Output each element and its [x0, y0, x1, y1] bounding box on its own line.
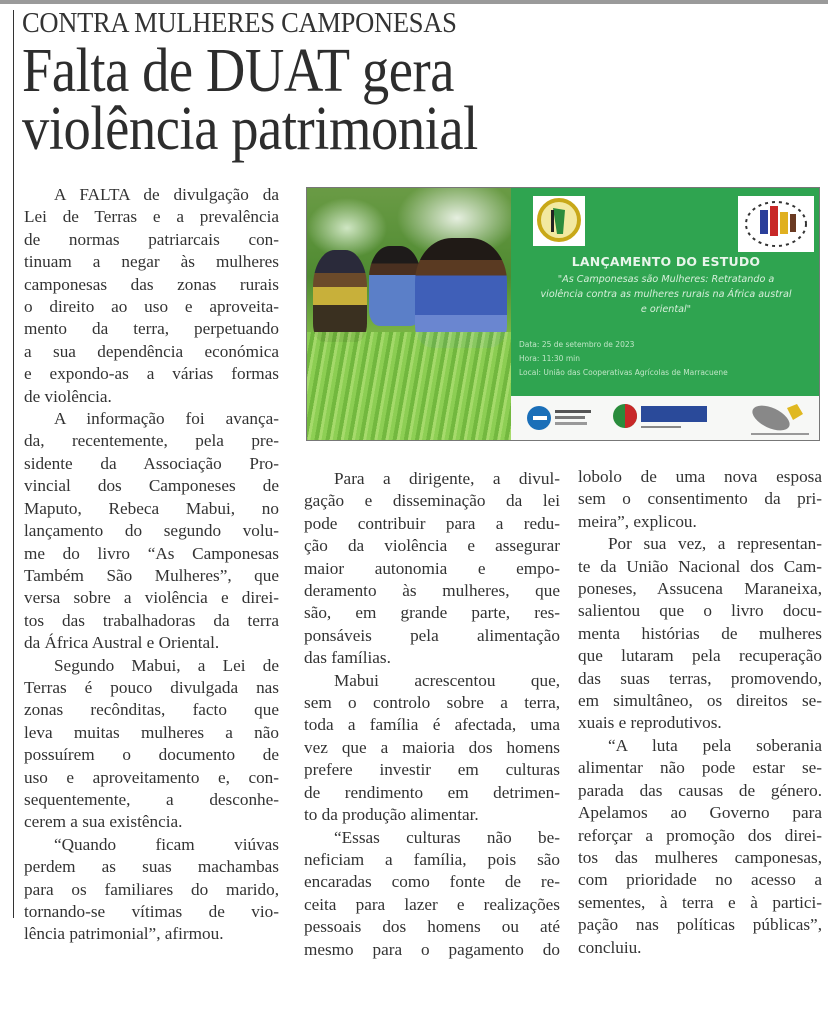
article-text-line: da África Austral e Oriental.	[24, 633, 220, 653]
article-text-line: parada das causas de género.	[578, 780, 822, 800]
sponsor-logos	[511, 396, 820, 441]
article-text-line: zonas recônditas, facto que	[24, 700, 279, 720]
event-time: Hora: 11:30 min	[519, 354, 580, 363]
article-text-line: alimentar não pode estar se-	[578, 758, 822, 778]
article-text-line: o direito ao uso e aproveita-	[24, 297, 279, 317]
banner-event-info	[519, 338, 728, 380]
article-text-line: com prioridade no acesso a	[578, 870, 822, 890]
sponsor-logo	[525, 402, 595, 436]
sponsor-logo	[611, 402, 711, 436]
article-text-line: gação e disseminação da lei	[304, 491, 560, 511]
article-text-line: em simultâneo, os direitos se-	[578, 691, 822, 711]
article-text-line: sementes, à terra e à partici-	[578, 892, 822, 912]
article-text-line: sidente da Associação Pro-	[24, 453, 279, 473]
article-text-line: ceita para lazer e realizações	[304, 894, 560, 914]
article-text-line: toda a família é afectada, uma	[304, 715, 560, 735]
article-text-line: para os familiares do marido,	[24, 879, 279, 899]
article-text-line: e expondo-as a várias formas	[24, 364, 279, 384]
article-text-line: das famílias.	[304, 648, 391, 668]
article-text-line: deramento às mulheres, que	[304, 581, 560, 601]
article-text-line: das suas terras, promovendo,	[578, 668, 822, 688]
article-text-line: “Essas culturas não be-	[334, 827, 560, 847]
article-text-line: vincial dos Camponeses de	[24, 476, 279, 496]
article-text-line: mento da terra, perpetuando	[24, 319, 279, 339]
banner-subtitle-line: violência contra as mulheres rurais na África austral	[540, 289, 792, 300]
article-text-line: que lutaram pela recuperação	[578, 646, 822, 666]
article-text-line: tinuam a negar às mulheres	[24, 252, 279, 272]
article-kicker: CONTRA MULHERES CAMPONESAS	[22, 8, 457, 39]
article-headline	[22, 37, 478, 163]
grass	[307, 332, 511, 441]
article-text-line: a sua dependência económica	[24, 341, 279, 361]
article-text-line: lançamento do segundo volu-	[24, 521, 279, 541]
article-column-2	[304, 468, 560, 961]
event-location: Local: União das Cooperativas Agrícolas de Marracuene	[519, 368, 728, 377]
article-text-line: concluiu.	[578, 937, 642, 957]
article-text-line: Por sua vez, a representan-	[608, 534, 822, 554]
article-text-line: lência patrimonial”, afirmou.	[24, 924, 224, 944]
article-text-line: camponesas das zonas rurais	[24, 274, 279, 294]
peasants-union-logo	[738, 196, 814, 252]
article-text-line: encaradas como fonte de re-	[304, 872, 560, 892]
person-figure	[369, 246, 421, 326]
column-rule	[13, 10, 14, 918]
article-text-line: ção da violência e assegurar	[304, 536, 560, 556]
article-text-line: A FALTA de divulgação da	[54, 185, 279, 204]
article-text-line: menta histórias de mulheres	[578, 623, 822, 643]
article-text-line: de normas patriarcais con-	[24, 229, 279, 249]
article-text-line: Maputo, Rebeca Mabui, no	[24, 498, 279, 518]
article-text-line: sequentemente, a desconhe-	[24, 789, 279, 809]
article-text-line: uso e aproveitamento e, con-	[24, 767, 279, 787]
article-text-line: lobolo de uma nova esposa	[578, 467, 822, 486]
article-text-line: pode contribuir para a redu-	[304, 513, 560, 533]
banner-title: LANÇAMENTO DO ESTUDO	[571, 254, 761, 269]
headline-line-2: violência patrimonial	[22, 95, 478, 163]
article-text-line: sem o controlo sobre a terra,	[304, 693, 560, 713]
article-text-line: Também São Mulheres”, que	[24, 565, 279, 585]
article-text-line: ponsáveis pela alimentação	[304, 625, 560, 645]
article-text-line: tos das mulheres camponesas,	[578, 847, 822, 867]
article-text-line: prefere investir em culturas	[304, 760, 560, 780]
sponsor-logo	[747, 400, 813, 438]
article-text-line: da, recentemente, pela pre-	[24, 431, 279, 451]
article-text-line: reforçar a promoção dos direi-	[578, 825, 822, 845]
event-date: Data: 25 de setembro de 2023	[519, 340, 635, 349]
article-text-line: pação nas políticas públicas”,	[578, 915, 822, 935]
article-text-line: Mabui acrescentou que,	[334, 670, 560, 690]
article-text-line: salientou que o livro docu-	[578, 601, 822, 621]
article-column-3	[578, 466, 822, 959]
article-text-line: possuírem o documento de	[24, 745, 279, 765]
banner-subtitle	[515, 272, 817, 317]
article-text-line: poneses, Assucena Maraneixa,	[578, 579, 822, 599]
article-text-line: tos das trabalhadoras da terra	[24, 610, 279, 630]
article-text-line: me do livro “As Camponesas	[24, 543, 279, 563]
banner-subtitle-line: "As Camponesas são Mulheres: Retratando a	[557, 274, 775, 285]
article-text-line: xuais e reprodutivos.	[578, 713, 722, 733]
article-text-line: Terras é pouco divulgada nas	[24, 677, 279, 697]
farm-workers-photo	[307, 188, 511, 441]
article-text-line: cerem a sua existência.	[24, 812, 183, 832]
event-banner	[511, 188, 820, 396]
association-logo	[533, 196, 585, 246]
article-text-line: Lei de Terras e a prevalência	[24, 207, 279, 227]
article-photo	[306, 187, 820, 441]
article-text-line: versa sobre a violência e direi-	[24, 588, 279, 608]
article-text-line: Segundo Mabui, a Lei de	[54, 655, 279, 675]
headline-line-1: Falta de DUAT gera	[22, 37, 454, 105]
article-text-line: leva muitas mulheres a não	[24, 722, 279, 742]
article-text-line: “A luta pela soberania	[608, 735, 822, 755]
banner-subtitle-line: e oriental"	[640, 304, 692, 315]
article-text-line: te da União Nacional dos Cam-	[578, 556, 822, 576]
person-figure	[313, 250, 367, 342]
article-column-1	[24, 184, 279, 946]
article-text-line: to da produção alimentar.	[304, 805, 479, 825]
article-text-line: de rendimento em detrimen-	[304, 782, 560, 802]
article-text-line: maior autonomia e empo-	[304, 558, 560, 578]
article-text-line: pessoais dos homens ou até	[304, 917, 560, 937]
article-text-line: tornando-se vítimas de vio-	[24, 902, 279, 921]
top-rule	[0, 0, 828, 4]
article-text-line: meira”, explicou.	[578, 511, 697, 531]
article-text-line: perdem as suas machambas	[24, 857, 279, 877]
article-text-line: neficiam a família, pois são	[304, 849, 560, 869]
article-text-line: são, em grande parte, res-	[304, 603, 560, 623]
article-text-line: sem o consentimento da pri-	[578, 489, 822, 509]
article-text-line: vez que a maioria dos homens	[304, 737, 560, 757]
article-text-line: mesmo para o pagamento do	[304, 939, 560, 959]
article-text-line: Para a dirigente, a divul-	[334, 469, 560, 488]
article-text-line: Apelamos ao Governo para	[578, 803, 822, 823]
article-text-line: “Quando ficam viúvas	[54, 834, 279, 854]
article-text-line: A informação foi avança-	[54, 409, 279, 429]
article-text-line: de violência.	[24, 386, 112, 406]
